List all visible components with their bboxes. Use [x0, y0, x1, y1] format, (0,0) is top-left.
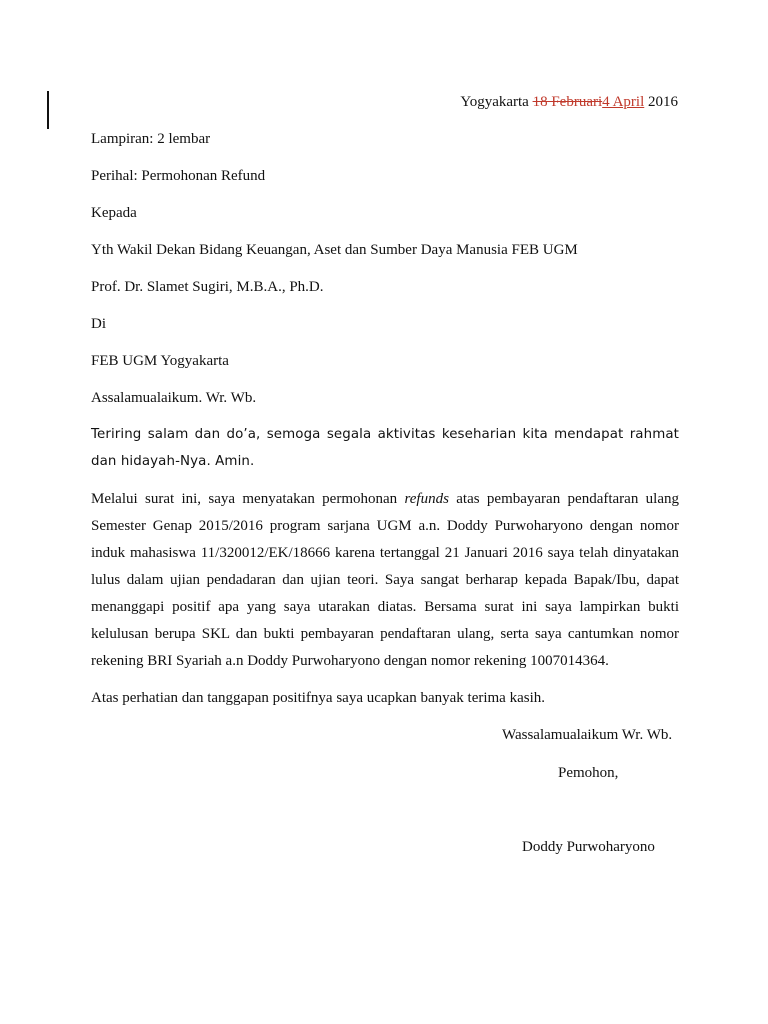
closing-thanks: Atas perhatian dan tanggapan positifnya saya ucapkan banyak terima kasih. [91, 690, 546, 706]
date-year: 2016 [648, 94, 678, 110]
attachment-line: Lampiran: 2 lembar [91, 131, 211, 147]
signer-label: Pemohon, [558, 765, 619, 781]
body-text-start: Melalui surat ini, saya menyatakan permohonan [91, 491, 405, 507]
body-text-italic: refunds [404, 491, 449, 507]
recipient-address: FEB UGM Yogyakarta [91, 353, 229, 369]
at-label: Di [91, 316, 106, 332]
subject-line: Perihal: Permohonan Refund [91, 168, 266, 184]
to-label: Kepada [91, 205, 137, 221]
body-paragraph [91, 486, 679, 675]
letter-date [460, 93, 678, 111]
tracked-change-bar [47, 91, 49, 129]
greeting: Assalamualaikum. Wr. Wb. [91, 390, 257, 406]
recipient-name: Prof. Dr. Slamet Sugiri, M.B.A., Ph.D. [91, 279, 324, 295]
recipient-title: Yth Wakil Dekan Bidang Keuangan, Aset dan Sumber Daya Manusia FEB UGM [91, 242, 578, 258]
opening-paragraph: Teriring salam dan do’a, semoga segala aktivitas keseharian kita mendapat rahmat dan hidayah-Nya. Amin. [91, 427, 679, 469]
body-text-rest: atas pembayaran pendaftaran ulang Semester Genap 2015/2016 program sarjana UGM a.n. Doddy Purwoharyono dengan nomor induk mahasiswa 11/320012/EK/18666 karena tertanggal 21 Januari 2016 saya telah dinyatakan lulus dalam ujian pendadaran dan ujian teori. Saya sangat berharap kepada Bapak/Ibu, dapat menanggapi positif apa yang saya utarakan diatas. Bersama surat ini saya lampirkan bukti kelulusan berupa SKL dan bukti pembayaran pendaftaran ulang, serta saya cantumkan nomor rekening BRI Syariah a.n Doddy Purwoharyono dengan nomor rekening 1007014364. [91, 491, 679, 669]
valediction: Wassalamualaikum Wr. Wb. [502, 727, 673, 743]
signer-name: Doddy Purwoharyono [522, 839, 655, 855]
date-city: Yogyakarta [460, 94, 529, 110]
date-inserted-text: 4 April [602, 94, 645, 110]
date-deleted-text: 18 Februari [532, 94, 603, 110]
